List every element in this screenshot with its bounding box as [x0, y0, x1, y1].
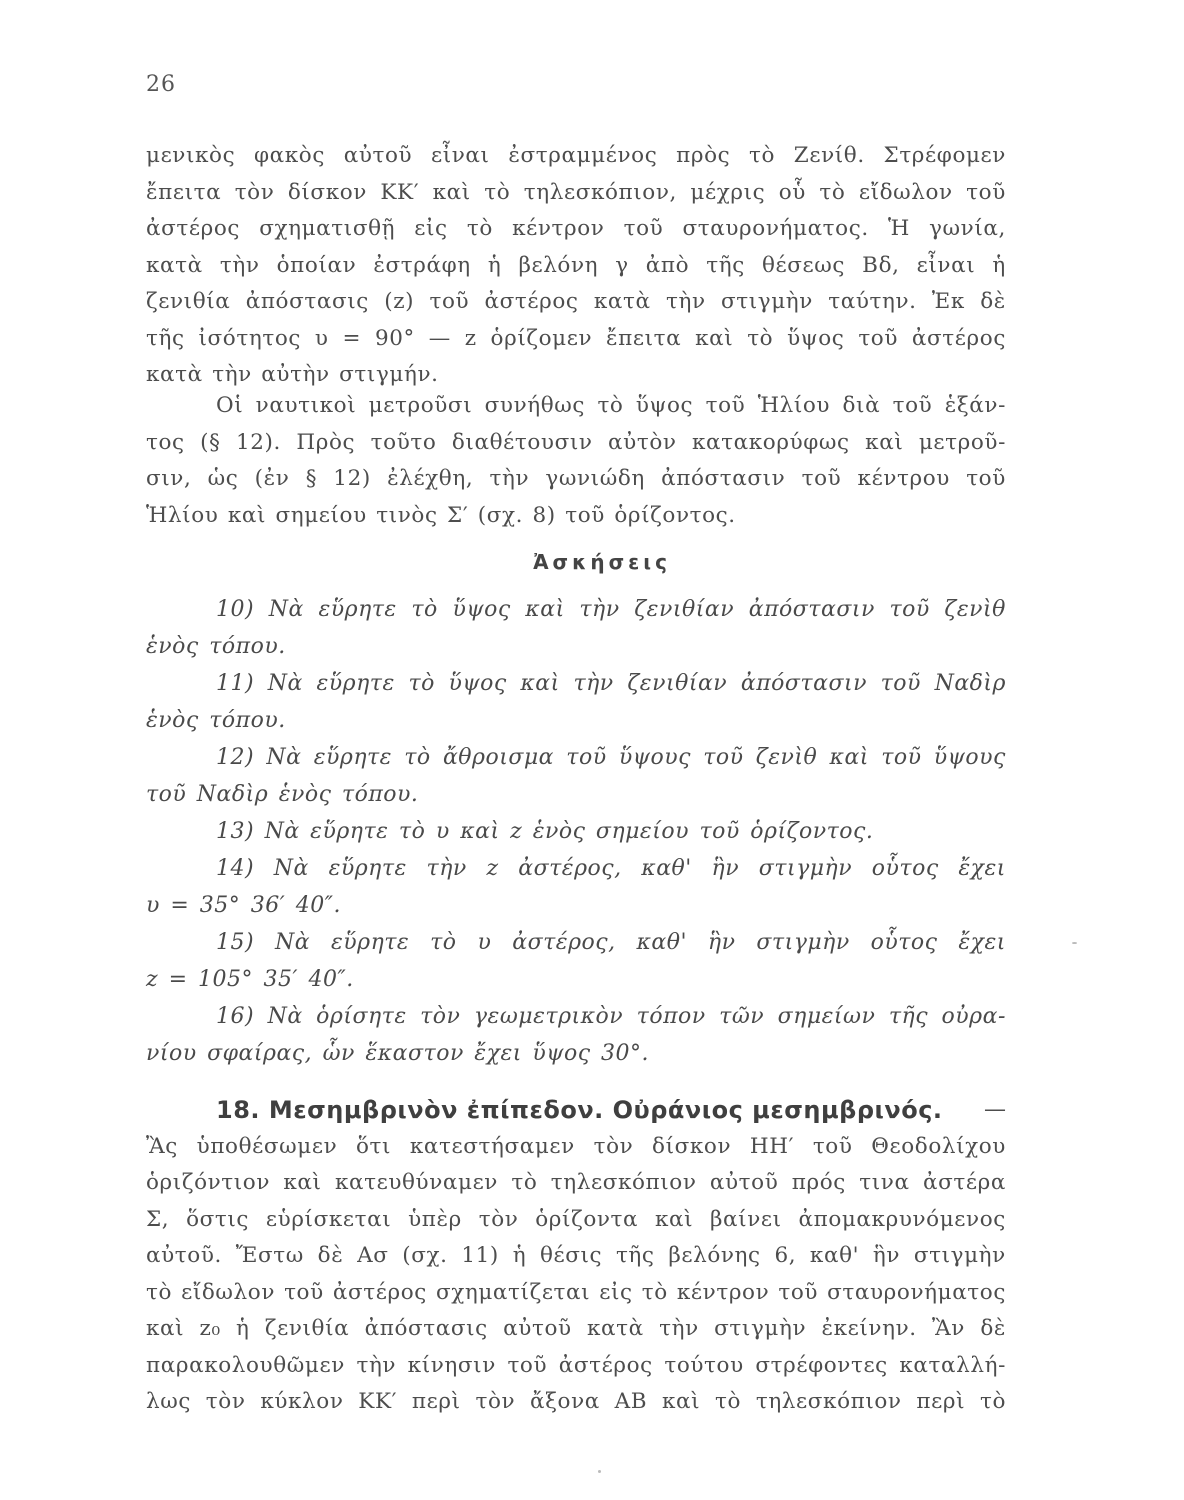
section-18 [146, 1092, 1006, 1421]
text-line: σιν, ὡς (ἐν § 12) ἐλέχθη, τὴν γωνιώδη ἀπόστασιν τοῦ κέντρου τοῦ [146, 466, 1006, 491]
text-line: ὁριζόντιον καὶ κατευθύναμεν τὸ τηλεσκόπιον αὐτοῦ πρός τινα ἀστέρα [146, 1170, 1006, 1195]
paragraph-2 [146, 388, 1006, 534]
paragraph-1 [146, 138, 1006, 394]
section-title: 18. Μεσημβρινὸν ἐπίπεδον. Οὐράνιος μεσημβρινός. [216, 1096, 943, 1124]
text-line: τος (§ 12). Πρὸς τοῦτο διαθέτουσιν αὐτὸν κατακορύφως καὶ μετροῦ- [146, 429, 1006, 455]
text-line: ἀστέρος σχηματισθῇ εἰς τὸ κέντρον τοῦ σταυρονήματος. Ἡ γωνία, [146, 216, 1006, 241]
text-line: αὐτοῦ. Ἔστω δὲ Ασ (σχ. 11) ἡ θέσις τῆς βελόνης 6, καθ' ἣν στιγμὴν [146, 1243, 1006, 1268]
paper-speck [598, 1470, 601, 1473]
text-line: Ἡλίου καὶ σημείου τινὸς Σ′ (σχ. 8) τοῦ ὁρίζοντος. [146, 502, 736, 528]
text-line: Σ, ὅστις εὑρίσκεται ὑπὲρ τὸν ὁρίζοντα καὶ βαίνει ἀπομακρυνόμενος [146, 1206, 1006, 1232]
exercises-heading: Ἀσκήσεις [533, 550, 671, 574]
page-number: 26 [146, 72, 176, 97]
text-line: ἔπειτα τὸν δίσκον ΚΚ′ καὶ τὸ τηλεσκόπιον, μέχρις οὗ τὸ εἴδωλον τοῦ [146, 179, 1006, 205]
exercise-line: νίου σφαίρας, ὧν ἕκαστον ἔχει ὕψος 30°. [146, 1041, 650, 1066]
text-line: κατὰ τὴν ὁποίαν ἐστράφη ἡ βελόνη γ ἀπὸ τῆς θέσεως Βδ, εἶναι ἡ [146, 252, 1006, 278]
text-line: τῆς ἰσότητος υ = 90° — z ὁρίζομεν ἔπειτα καὶ τὸ ὕψος τοῦ ἀστέρος [146, 325, 1006, 351]
text-line: Οἱ ναυτικοὶ μετροῦσι συνήθως τὸ ὕψος τοῦ Ἡλίου διὰ τοῦ ἑξάν- [216, 393, 1006, 418]
text-line: καὶ z₀ ἡ ζενιθία ἀπόστασις αὐτοῦ κατὰ τὴν στιγμὴν ἐκείνην. Ἂν δὲ [146, 1316, 1006, 1341]
exercise-line: 12) Νὰ εὕρητε τὸ ἄθροισμα τοῦ ὕψους τοῦ ζενὶθ καὶ τοῦ ὕψους [216, 745, 1006, 770]
text-line: ζενιθία ἀπόστασις (z) τοῦ ἀστέρος κατὰ τὴν στιγμὴν ταύτην. Ἐκ δὲ [146, 289, 1006, 314]
exercise-line: ἑνὸς τόπου. [146, 634, 286, 659]
exercises-list [146, 591, 1006, 1072]
text-line: λως τὸν κύκλον ΚΚ′ περὶ τὸν ἄξονα ΑΒ καὶ τὸ τηλεσκόπιον περὶ τὸ [146, 1389, 1006, 1414]
exercise-line: υ = 35° 36′ 40″. [146, 893, 341, 918]
text-line: μενικὸς φακὸς αὐτοῦ εἶναι ἐστραμμένος πρὸς τὸ Ζενίθ. Στρέφομεν [146, 143, 1006, 168]
exercise-line: τοῦ Ναδὶρ ἑνὸς τόπου. [146, 782, 419, 807]
text-line: κατὰ τὴν αὐτὴν στιγμήν. [146, 362, 439, 387]
exercise-line: z = 105° 35′ 40″. [146, 967, 354, 992]
text-line: παρακολουθῶμεν τὴν κίνησιν τοῦ ἀστέρος τούτου στρέφοντες καταλλή- [146, 1352, 1006, 1378]
exercise-line: 13) Νὰ εὕρητε τὸ υ καὶ z ἑνὸς σημείου τοῦ ὁρίζοντος. [216, 819, 874, 844]
section-heading-line [146, 1092, 1006, 1129]
exercise-line: ἑνὸς τόπου. [146, 708, 286, 733]
text-line: Ἂς ὑποθέσωμεν ὅτι κατεστήσαμεν τὸν δίσκον ΗΗ′ τοῦ Θεοδολίχου [146, 1133, 1006, 1159]
exercise-line: 11) Νὰ εὕρητε τὸ ὕψος καὶ τὴν ζενιθίαν ἀπόστασιν τοῦ Ναδὶρ [216, 671, 1006, 696]
section-dash: — [984, 1097, 1006, 1122]
exercise-line: 14) Νὰ εὕρητε τὴν z ἀστέρος, καθ' ἣν στιγμὴν οὗτος ἔχει [216, 856, 1006, 881]
text-line: τὸ εἴδωλον τοῦ ἀστέρος σχηματίζεται εἰς τὸ κέντρον τοῦ σταυρονήματος [146, 1279, 1006, 1305]
exercise-line: 15) Νὰ εὕρητε τὸ υ ἀστέρος, καθ' ἣν στιγμὴν οὗτος ἔχει [216, 930, 1006, 955]
paper-speck [1072, 942, 1077, 944]
exercise-line: 16) Νὰ ὁρίσητε τὸν γεωμετρικὸν τόπον τῶν σημείων τῆς οὐρα- [216, 1004, 1006, 1029]
exercise-line: 10) Νὰ εὕρητε τὸ ὕψος καὶ τὴν ζενιθίαν ἀπόστασιν τοῦ ζενὶθ [216, 597, 1006, 622]
